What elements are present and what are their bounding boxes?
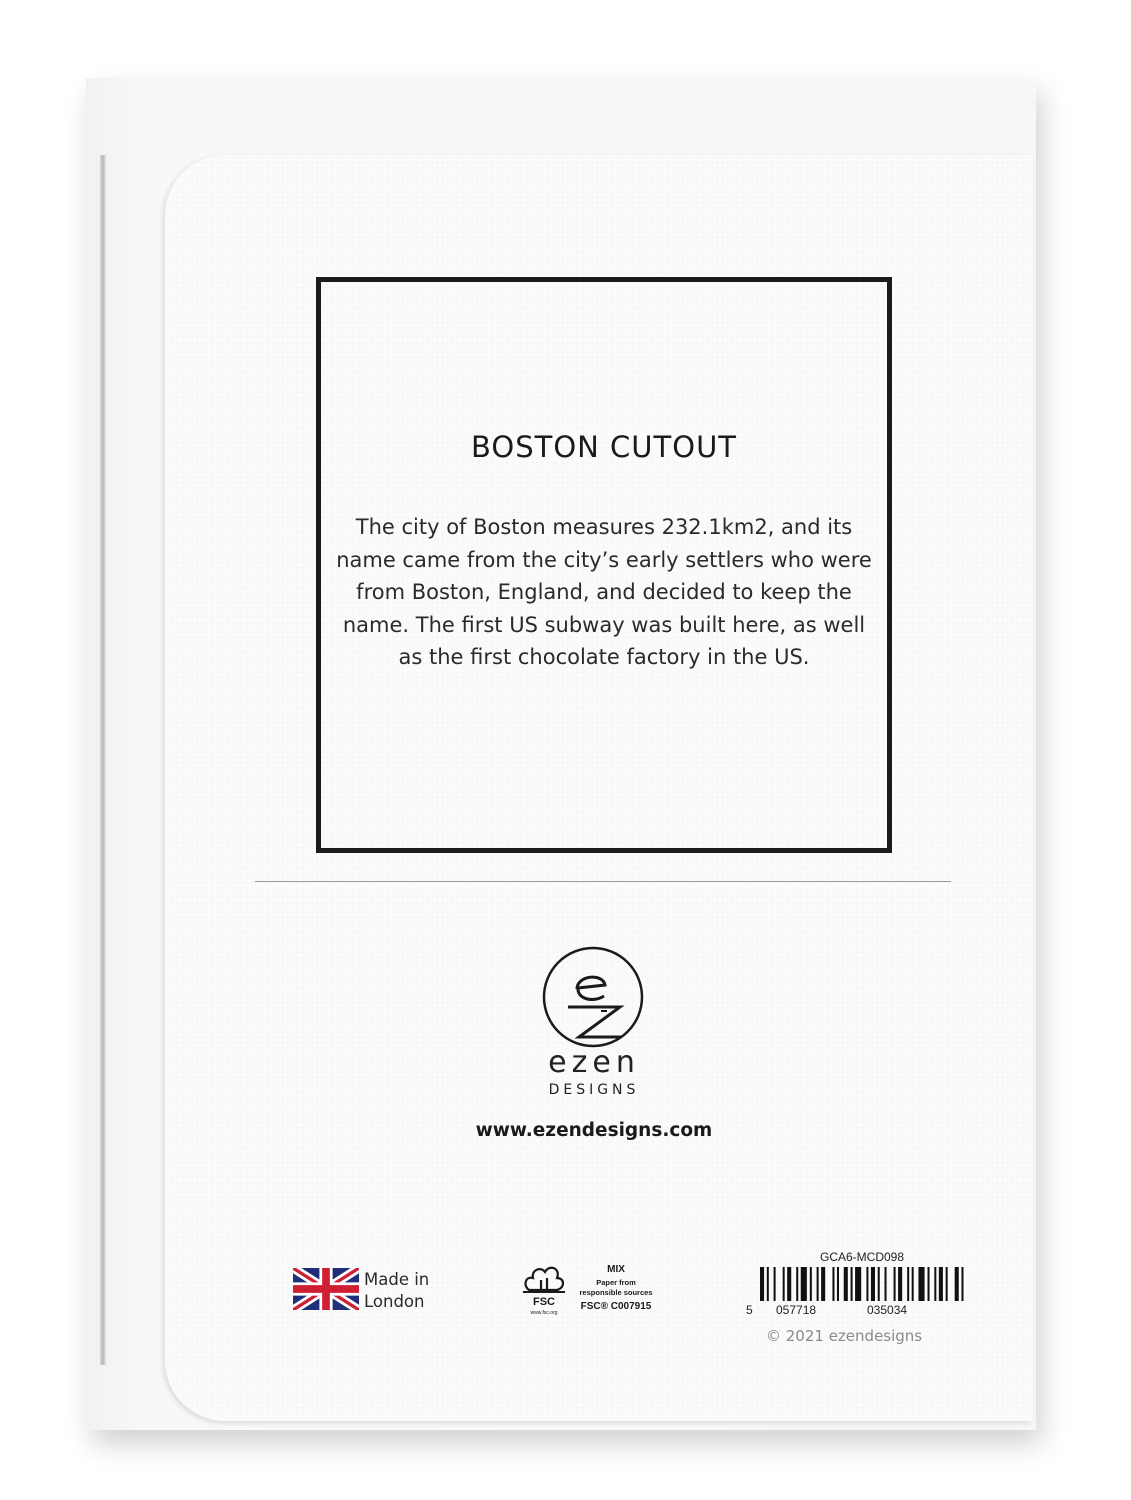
barcode-bar xyxy=(912,1267,914,1301)
envelope-edge xyxy=(100,155,106,1365)
copyright: © 2021 ezendesigns xyxy=(766,1327,923,1345)
fsc-mix: MIX xyxy=(607,1264,625,1275)
made-in-label xyxy=(364,1269,429,1313)
barcode-bar xyxy=(837,1267,839,1301)
sku-code: GCA6-MCD098 xyxy=(819,1250,905,1264)
barcode-bar xyxy=(894,1267,896,1301)
ez-monogram-icon xyxy=(541,945,645,1049)
barcode-bar xyxy=(817,1267,819,1301)
barcode-bar xyxy=(928,1267,930,1301)
card-title: BOSTON CUTOUT xyxy=(470,430,738,464)
barcode-bar xyxy=(810,1267,812,1301)
barcode-bar xyxy=(961,1267,963,1301)
fsc-tree-icon xyxy=(519,1256,569,1318)
fsc-logo-label: FSC xyxy=(533,1296,555,1308)
union-jack-flag-icon xyxy=(293,1268,359,1310)
made-in-line1: Made in xyxy=(364,1270,430,1289)
website-link[interactable]: www.ezendesigns.com xyxy=(475,1120,713,1141)
fsc-code: FSC® C007915 xyxy=(580,1301,652,1312)
barcode-bar xyxy=(851,1267,853,1301)
barcode-bar xyxy=(898,1267,902,1301)
barcode-bar xyxy=(934,1267,936,1301)
brand-name: ezen xyxy=(548,1045,640,1080)
barcode-bar xyxy=(774,1267,776,1301)
card-description: The city of Boston measures 232.1km2, and its name came from the city’s early settlers who were from Boston, England, and decided to keep the name. The first US subway was built here, as well as the first chocolate factory in the US. xyxy=(336,515,872,670)
barcode-bar xyxy=(955,1267,959,1301)
barcode-bar xyxy=(844,1267,848,1301)
fsc-paper-line1: Paper from xyxy=(596,1278,636,1287)
barcode-bar xyxy=(939,1267,943,1301)
barcode-bar xyxy=(918,1267,924,1301)
made-in-line2: London xyxy=(364,1292,425,1311)
barcode-bar xyxy=(946,1267,948,1301)
barcode-bar xyxy=(787,1267,791,1301)
barcode-digit-group2: 035034 xyxy=(867,1303,908,1317)
barcode-icon xyxy=(760,1267,966,1301)
barcode-bar xyxy=(855,1267,861,1301)
barcode-bar xyxy=(767,1267,769,1301)
barcode-bar xyxy=(783,1267,785,1301)
barcode-bar xyxy=(801,1267,807,1301)
barcode-bar xyxy=(832,1267,834,1301)
fsc-logo-url: www.fsc.org xyxy=(530,1310,558,1316)
brand-subtitle: DESIGNS xyxy=(548,1082,640,1098)
barcode-digit-first: 5 xyxy=(746,1303,753,1317)
divider xyxy=(255,881,951,882)
barcode-bar xyxy=(760,1267,764,1301)
barcode-digit-group1: 057718 xyxy=(776,1303,817,1317)
barcode-bar xyxy=(885,1267,887,1301)
barcode-bar xyxy=(878,1267,880,1301)
fsc-label xyxy=(574,1263,658,1314)
barcode-bar xyxy=(866,1267,868,1301)
fsc-paper-line2: responsible sources xyxy=(579,1288,653,1297)
barcode-bar xyxy=(907,1267,909,1301)
barcode-bar xyxy=(821,1267,825,1301)
barcode-bar xyxy=(871,1267,875,1301)
barcode-bar xyxy=(796,1267,798,1301)
